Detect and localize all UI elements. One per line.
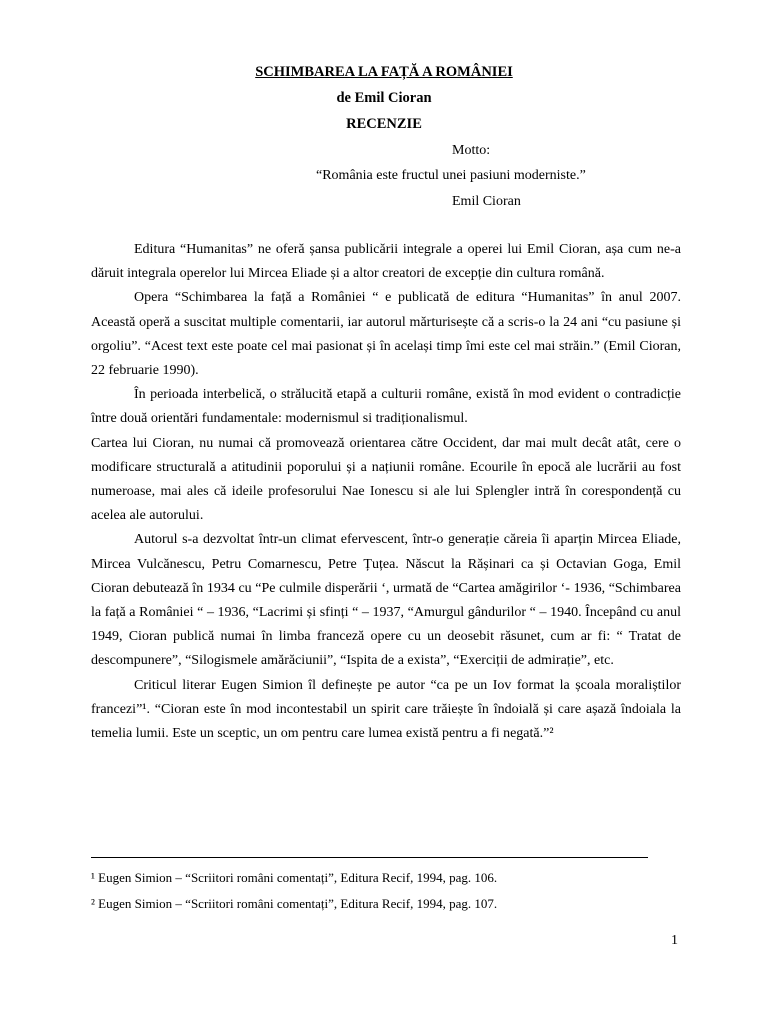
- paragraph: Cartea lui Cioran, nu numai că promovează orientarea către Occident, dar mai mult decât atât, cere o modificare structurală a atitudinii poporului și a națiunii române. Ecourile în epocă ale lucrării au fost numeroase, mai ales că ideile profesorului Nae Ionescu si ale lui Splengler intră în corespondență cu acelea ale autorului.: [91, 435, 681, 524]
- paragraph: În perioada interbelică, o strălucită etapă a culturii române, există în mod evident o contradicție între două orientări fundamentale: modernismul si tradiționalismul.: [91, 387, 681, 427]
- footnote-reference: ²: [549, 726, 554, 742]
- footnote: ¹ Eugen Simion – “Scriitori români comentați”, Editura Recif, 1994, pag. 106.: [91, 870, 498, 885]
- page-number: 1: [671, 933, 678, 948]
- motto-quote: “România este fructul unei pasiuni moderniste.”: [316, 168, 586, 183]
- body-text: [91, 238, 681, 746]
- footnote-divider: [91, 857, 648, 858]
- motto-attribution: Emil Cioran: [452, 194, 521, 209]
- paragraph-part: Criticul literar Eugen Simion îl definește pe autor “ca pe un Iov format la școala moraliștilor francezi”: [91, 677, 681, 717]
- paragraph: Autorul s-a dezvoltat într-un climat efervescent, într-o generație căreia îi aparțin Mircea Eliade, Mircea Vulcănescu, Petru Comarnescu, Petre Țuțea. Născut la Rășinari ca și Octavian Goga, Emil Cioran debutează în 1934 cu “Pe culmile disperării ‘, urmată de “Cartea amăgirilor ‘- 1936, “Schimbarea la față a României “ – 1936, “Lacrimi și sfinți “ – 1937, “Amurgul gândurilor “ – 1940. Începând cu anul 1949, Cioran publică numai în limba franceză opere cu un deosebit răsunet, cum ar fi: “ Tratat de descompunere”, “Silogismele amărăciunii”, “Ispita de a exista”, “Exerciții de admirație”, etc.: [91, 532, 681, 669]
- paragraph: Opera “Schimbarea la față a României “ e publicată de editura “Humanitas” în anul 2007. Această operă a suscitat multiple comentarii, iar autorul mărturisește că a scris-o la 24 ani “cu pasiune și orgoliu”. “Acest text este poate cel mai pasionat și în același timp îmi este cel mai străin.” (Emil Cioran, 22 februarie 1990).: [91, 290, 681, 379]
- section-heading: RECENZIE: [346, 116, 422, 132]
- document-title: SCHIMBAREA LA FAȚĂ A ROMÂNIEI: [255, 64, 513, 80]
- author-line: [0, 90, 768, 107]
- paragraph-part: ¹. “Cioran este în mod incontestabil un spirit care trăiește în îndoială și care așază îndoiala la temelia lumii. Este un sceptic, un om pentru care lumea există pentru a fi negată.”: [91, 701, 681, 742]
- author-line-text: de Emil Cioran: [336, 90, 432, 106]
- motto-label: Motto:: [452, 143, 491, 158]
- paragraph: Editura “Humanitas” ne oferă șansa publicării integrale a operei lui Emil Cioran, așa cum ne-a dăruit integrala operelor lui Mircea Eliade și a altor creatori de excepție din cultura română.: [91, 242, 681, 282]
- footnote: ² Eugen Simion – “Scriitori români comentați”, Editura Recif, 1994, pag. 107.: [91, 896, 498, 911]
- paragraph-with-citation: [91, 674, 681, 747]
